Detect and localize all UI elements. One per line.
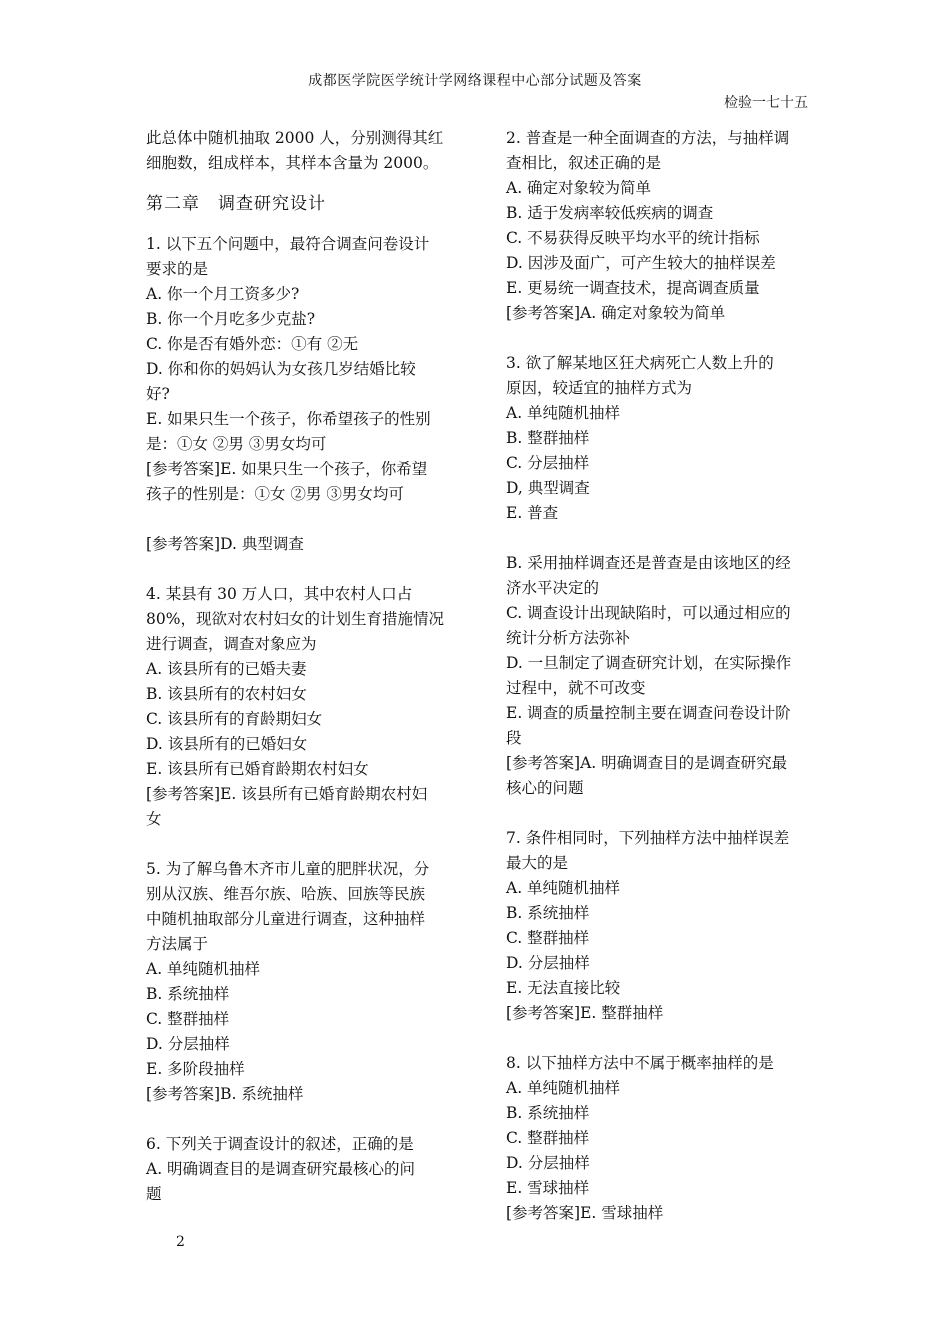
option-text: E. 无法直接比较 [506, 979, 621, 997]
answer-text: [参考答案]D. 典型调查 [146, 535, 304, 553]
option-text: C. 分层抽样 [506, 454, 590, 472]
option-text: C. 整群抽样 [506, 1129, 590, 1147]
page-number: 2 [176, 1234, 185, 1250]
answer-text: 孩子的性别是：①女 ②男 ③男女均可 [146, 485, 404, 503]
question-text: 中随机抽取部分儿童进行调查，这种抽样 [146, 910, 426, 928]
question-text: 8. 以下抽样方法中不属于概率抽样的是 [506, 1054, 774, 1072]
option-text: 统计分析方法弥补 [506, 629, 631, 647]
option-text: D. 一旦制定了调查研究计划，在实际操作 [506, 654, 792, 672]
option-text: A. 你一个月工资多少? [146, 285, 300, 303]
question-text: 5. 为了解乌鲁木齐市儿童的肥胖状况，分 [146, 860, 430, 878]
answer-text: 核心的问题 [506, 779, 584, 797]
answer-text: [参考答案]B. 系统抽样 [146, 1085, 304, 1103]
option-text: D. 分层抽样 [506, 954, 590, 972]
option-text: C. 不易获得反映平均水平的统计指标 [506, 229, 760, 247]
option-text: E. 更易统一调查技术，提高调查质量 [506, 279, 760, 297]
option-text: D. 分层抽样 [506, 1154, 590, 1172]
question-text: 80%，现欲对农村妇女的计划生育措施情况 [146, 610, 444, 628]
option-text: 题 [146, 1185, 162, 1203]
option-text: B. 系统抽样 [506, 1104, 590, 1122]
option-text: C. 你是否有婚外恋：①有 ②无 [146, 335, 359, 353]
option-text: B. 采用抽样调查还是普查是由该地区的经 [506, 554, 791, 572]
option-text: D. 该县所有的已婚妇女 [146, 735, 308, 753]
question-text: 6. 下列关于调查设计的叙述，正确的是 [146, 1135, 414, 1153]
question-text: 2. 普查是一种全面调查的方法，与抽样调 [506, 129, 790, 147]
text-line: 此总体中随机抽取 2000 人，分别测得其红 [146, 129, 444, 147]
option-text: 济水平决定的 [506, 579, 600, 597]
question-text: 1. 以下五个问题中，最符合调查问卷设计 [146, 235, 430, 253]
answer-text: [参考答案]A. 确定对象较为简单 [506, 304, 726, 322]
answer-text: [参考答案]E. 雪球抽样 [506, 1204, 664, 1222]
option-text: A. 确定对象较为简单 [506, 179, 652, 197]
option-text: A. 明确调查目的是调查研究最核心的问 [146, 1160, 416, 1178]
answer-text: [参考答案]E. 该县所有已婚育龄期农村妇 [146, 785, 428, 803]
option-text: D, 典型调查 [506, 479, 590, 497]
option-text: B. 你一个月吃多少克盐? [146, 310, 316, 328]
option-text: C. 整群抽样 [506, 929, 590, 947]
question-text: 3. 欲了解某地区狂犬病死亡人数上升的 [506, 354, 774, 372]
page-header-title: 成都医学院医学统计学网络课程中心部分试题及答案 [308, 73, 642, 89]
option-text: A. 单纯随机抽样 [506, 1079, 621, 1097]
option-text: D. 因涉及面广，可产生较大的抽样误差 [506, 254, 776, 272]
option-text: B. 系统抽样 [146, 985, 230, 1003]
question-text: 要求的是 [146, 260, 209, 278]
left-column [146, 126, 450, 1207]
option-text: E. 如果只生一个孩子，你希望孩子的性别 [146, 410, 431, 428]
question-text: 4. 某县有 30 万人口，其中农村人口占 [146, 585, 413, 603]
option-text: B. 该县所有的农村妇女 [146, 685, 307, 703]
option-text: 段 [506, 729, 522, 747]
option-text: 好? [146, 385, 170, 403]
option-text: A. 单纯随机抽样 [506, 879, 621, 897]
page-header-code: 检验一七十五 [724, 95, 808, 111]
answer-text: 女 [146, 810, 162, 828]
question-text: 7. 条件相同时，下列抽样方法中抽样误差 [506, 829, 790, 847]
question-text: 进行调查，调查对象应为 [146, 635, 317, 653]
answer-text: [参考答案]E. 如果只生一个孩子，你希望 [146, 460, 428, 478]
option-text: 过程中，就不可改变 [506, 679, 646, 697]
question-text: 最大的是 [506, 854, 569, 872]
option-text: 是：①女 ②男 ③男女均可 [146, 435, 327, 453]
chapter-heading: 第二章 调查研究设计 [146, 194, 326, 214]
option-text: E. 该县所有已婚育龄期农村妇女 [146, 760, 369, 778]
question-text: 别从汉族、维吾尔族、哈族、回族等民族 [146, 885, 426, 903]
option-text: E. 普查 [506, 504, 559, 522]
option-text: A. 单纯随机抽样 [506, 404, 621, 422]
text-line: 细胞数，组成样本，其样本含量为 2000。 [146, 154, 439, 172]
question-text: 方法属于 [146, 935, 209, 953]
option-text: B. 适于发病率较低疾病的调查 [506, 204, 714, 222]
option-text: B. 整群抽样 [506, 429, 590, 447]
option-text: E. 多阶段抽样 [146, 1060, 245, 1078]
option-text: D. 分层抽样 [146, 1035, 230, 1053]
option-text: C. 调查设计出现缺陷时，可以通过相应的 [506, 604, 791, 622]
option-text: A. 单纯随机抽样 [146, 960, 261, 978]
option-text: A. 该县所有的已婚夫妻 [146, 660, 307, 678]
option-text: C. 该县所有的育龄期妇女 [146, 710, 323, 728]
right-column [506, 126, 812, 1226]
answer-text: [参考答案]A. 明确调查目的是调查研究最 [506, 754, 788, 772]
answer-text: [参考答案]E. 整群抽样 [506, 1004, 664, 1022]
question-text: 查相比，叙述正确的是 [506, 154, 662, 172]
option-text: E. 调查的质量控制主要在调查问卷设计阶 [506, 704, 791, 722]
option-text: B. 系统抽样 [506, 904, 590, 922]
option-text: E. 雪球抽样 [506, 1179, 590, 1197]
question-text: 原因，较适宜的抽样方式为 [506, 379, 693, 397]
option-text: C. 整群抽样 [146, 1010, 230, 1028]
option-text: D. 你和你的妈妈认为女孩几岁结婚比较 [146, 360, 416, 378]
